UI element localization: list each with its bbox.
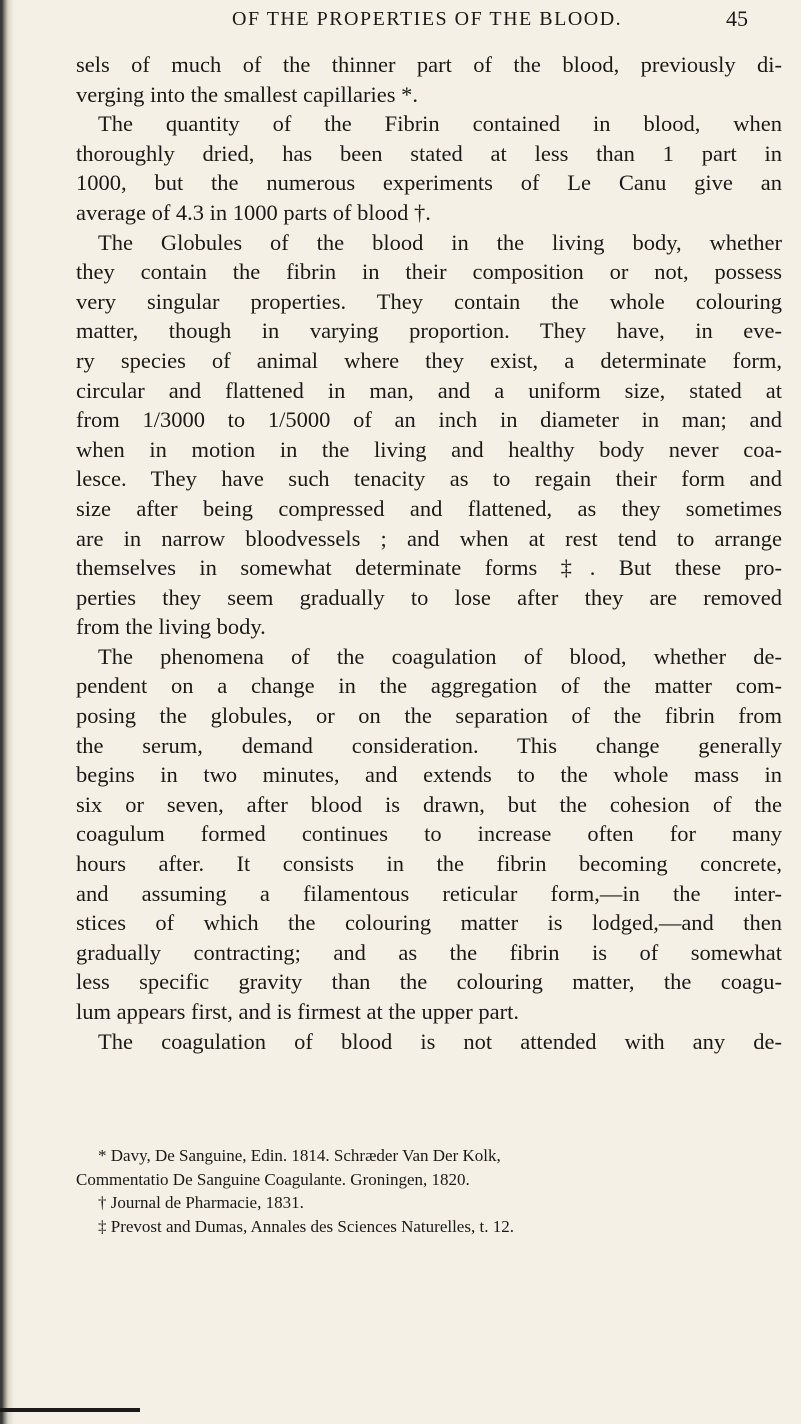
page-number: 45 (726, 6, 748, 31)
text-line: are in narrow bloodvessels ; and when at rest tend to arrange (76, 525, 782, 551)
text-line: lum appears first, and is firmest at the upper part. (76, 999, 519, 1024)
text-line: begins in two minutes, and extends to the whole mass in (76, 762, 782, 788)
text-line: ry species of animal where they exist, a determinate form, (76, 347, 782, 373)
text-line: pendent on a change in the aggregation of the matter com- (76, 673, 782, 699)
text-line: matter, though in varying proportion. They have, in eve- (76, 318, 782, 344)
text-line: average of 4.3 in 1000 parts of blood †. (76, 199, 431, 225)
text-line: The Globules of the blood in the living body, whether (98, 229, 782, 255)
text-line: from the living body. (76, 614, 266, 640)
running-title: OF THE PROPERTIES OF THE BLOOD. (232, 8, 623, 30)
text-line: thoroughly dried, has been stated at less than 1 part in (76, 140, 782, 166)
footnote: * Davy, De Sanguine, Edin. 1814. Schræder Van Der Kolk, (98, 1146, 501, 1165)
text-line: hours after. It consists in the fibrin becoming concrete, (76, 851, 782, 877)
text-line: size after being compressed and flattened, as they sometimes (76, 495, 782, 521)
text-line: 1000, but the numerous experiments of Le Canu give an (76, 170, 782, 196)
text-line: The quantity of the Fibrin contained in blood, when (98, 111, 782, 137)
text-line: verging into the smallest capillaries *. (76, 81, 419, 107)
footnotes (76, 1144, 782, 1238)
text-line: lesce. They have such tenacity as to regain their form and (76, 466, 782, 492)
running-header (0, 6, 801, 36)
body-text (76, 50, 782, 1056)
text-line: themselves in somewhat determinate forms ‡. But these pro- (76, 555, 782, 581)
text-line: stices of which the colouring matter is lodged,—and then (76, 910, 782, 936)
text-line: they contain the fibrin in their composition or not, possess (76, 259, 782, 285)
text-line: less specific gravity than the colouring matter, the coagu- (76, 969, 782, 995)
book-binding-edge (0, 0, 14, 1424)
text-line: from 1/3000 to 1/5000 of an inch in diameter in man; and (76, 407, 782, 433)
text-line: gradually contracting; and as the fibrin is of somewhat (76, 939, 782, 965)
text-line: six or seven, after blood is drawn, but the cohesion of the (76, 791, 782, 817)
text-line: when in motion in the living and healthy body never coa- (76, 436, 782, 462)
text-line: very singular properties. They contain the whole colouring (76, 288, 782, 314)
footnote: Commentatio De Sanguine Coagulante. Groningen, 1820. (76, 1169, 470, 1189)
text-line: coagulum formed continues to increase often for many (76, 821, 782, 847)
footnote: ‡ Prevost and Dumas, Annales des Sciences Naturelles, t. 12. (98, 1216, 514, 1236)
text-line: The phenomena of the coagulation of blood, whether de- (98, 643, 782, 669)
text-line: the serum, demand consideration. This change generally (76, 732, 782, 758)
text-line: and assuming a filamentous reticular form,—in the inter- (76, 880, 782, 906)
footnote: † Journal de Pharmacie, 1831. (98, 1193, 304, 1212)
text-line: The coagulation of blood is not attended with any de- (98, 1028, 782, 1054)
page-edge-mark (0, 1408, 140, 1412)
text-line: sels of much of the thinner part of the blood, previously di- (76, 52, 782, 77)
text-line: perties they seem gradually to lose after they are removed (76, 584, 782, 610)
text-line: circular and flattened in man, and a uniform size, stated at (76, 377, 782, 403)
text-line: posing the globules, or on the separation of the fibrin from (76, 703, 782, 729)
